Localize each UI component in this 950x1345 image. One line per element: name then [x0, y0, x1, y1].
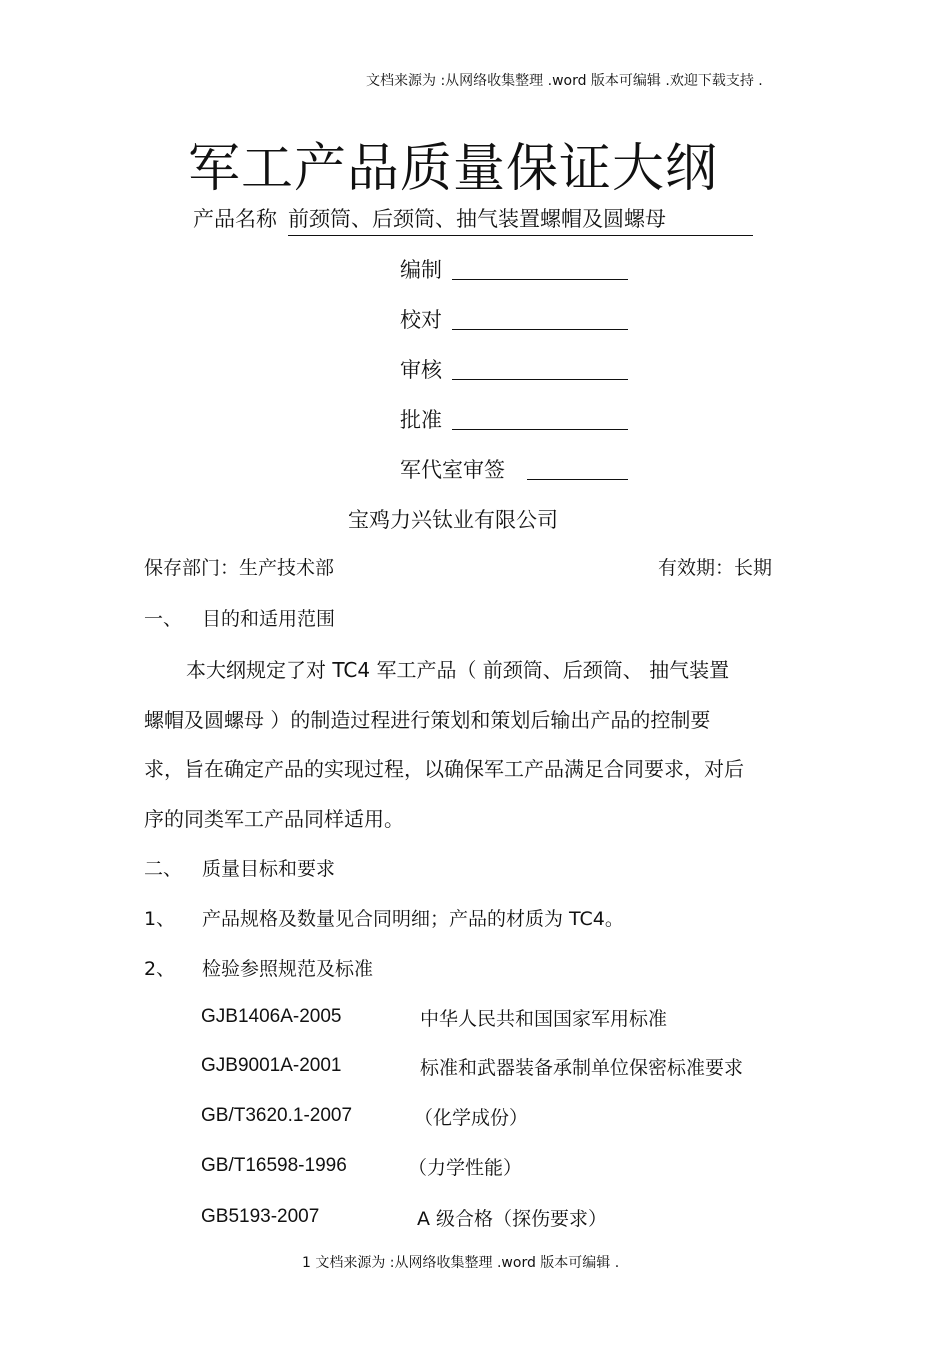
standard-code: GB5193-2007	[201, 1206, 320, 1227]
section2-number: 二、	[144, 858, 183, 880]
section1-line-3: 求，旨在确定产品的实现过程，以确保军工产品满足合同要求，对后	[144, 757, 744, 781]
standard-code: GB/T16598-1996	[201, 1155, 347, 1176]
signature-label-compile: 编制	[400, 258, 442, 282]
product-name-label: 产品名称	[193, 207, 277, 231]
standard-description: 中华人民共和国国家军用标准	[420, 1008, 668, 1030]
section1-line-1: 本大纲规定了对 TC4 军工产品（ 前颈筒、后颈筒、 抽气装置	[186, 658, 730, 682]
section1-title: 目的和适用范围	[202, 608, 336, 630]
signature-label-proofread: 校对	[400, 308, 442, 332]
item-2-number: 2、	[144, 958, 176, 980]
standard-description: （力学性能）	[408, 1157, 523, 1179]
section2-title: 质量目标和要求	[202, 858, 336, 880]
footer-note: 1 文档来源为 :从网络收集整理 .word 版本可编辑 .	[302, 1255, 620, 1271]
item-1-text: 产品规格及数量见合同明细；产品的材质为 TC4。	[202, 908, 624, 930]
section1-number: 一、	[144, 608, 183, 630]
signature-line-compile[interactable]	[452, 279, 628, 280]
section1-line-2: 螺帽及圆螺母 ）的制造过程进行策划和策划后输出产品的控制要	[144, 708, 711, 732]
signature-line-military-rep[interactable]	[527, 479, 628, 480]
page-title: 军工产品质量保证大纲	[188, 139, 719, 199]
item-1-number: 1、	[144, 908, 176, 930]
standard-code: GJB1406A-2005	[201, 1006, 342, 1027]
standard-code: GB/T3620.1-2007	[201, 1105, 353, 1126]
signature-label-review: 审核	[400, 358, 442, 382]
section1-line-4: 序的同类军工产品同样适用。	[144, 807, 404, 831]
standard-description: 标准和武器装备承制单位保密标准要求	[420, 1057, 744, 1079]
signature-line-proofread[interactable]	[452, 329, 628, 330]
signature-line-approve[interactable]	[452, 429, 628, 430]
standard-description: （化学成份）	[414, 1107, 529, 1129]
signature-label-military-rep: 军代室审签	[400, 458, 505, 482]
standard-description: A 级合格（探伤要求）	[417, 1208, 608, 1230]
standard-code: GJB9001A-2001	[201, 1055, 342, 1076]
company-name: 宝鸡力兴钛业有限公司	[348, 508, 558, 532]
item-2-text: 检验参照规范及标准	[202, 958, 374, 980]
product-name-value: 前颈筒、后颈筒、抽气装置螺帽及圆螺母	[288, 203, 753, 236]
validity-period: 有效期：长期	[658, 557, 773, 579]
storage-department: 保存部门：生产技术部	[144, 557, 335, 579]
signature-label-approve: 批准	[400, 408, 442, 432]
signature-line-review[interactable]	[452, 379, 628, 380]
header-note: 文档来源为 :从网络收集整理 .word 版本可编辑 .欢迎下载支持 .	[366, 73, 763, 89]
